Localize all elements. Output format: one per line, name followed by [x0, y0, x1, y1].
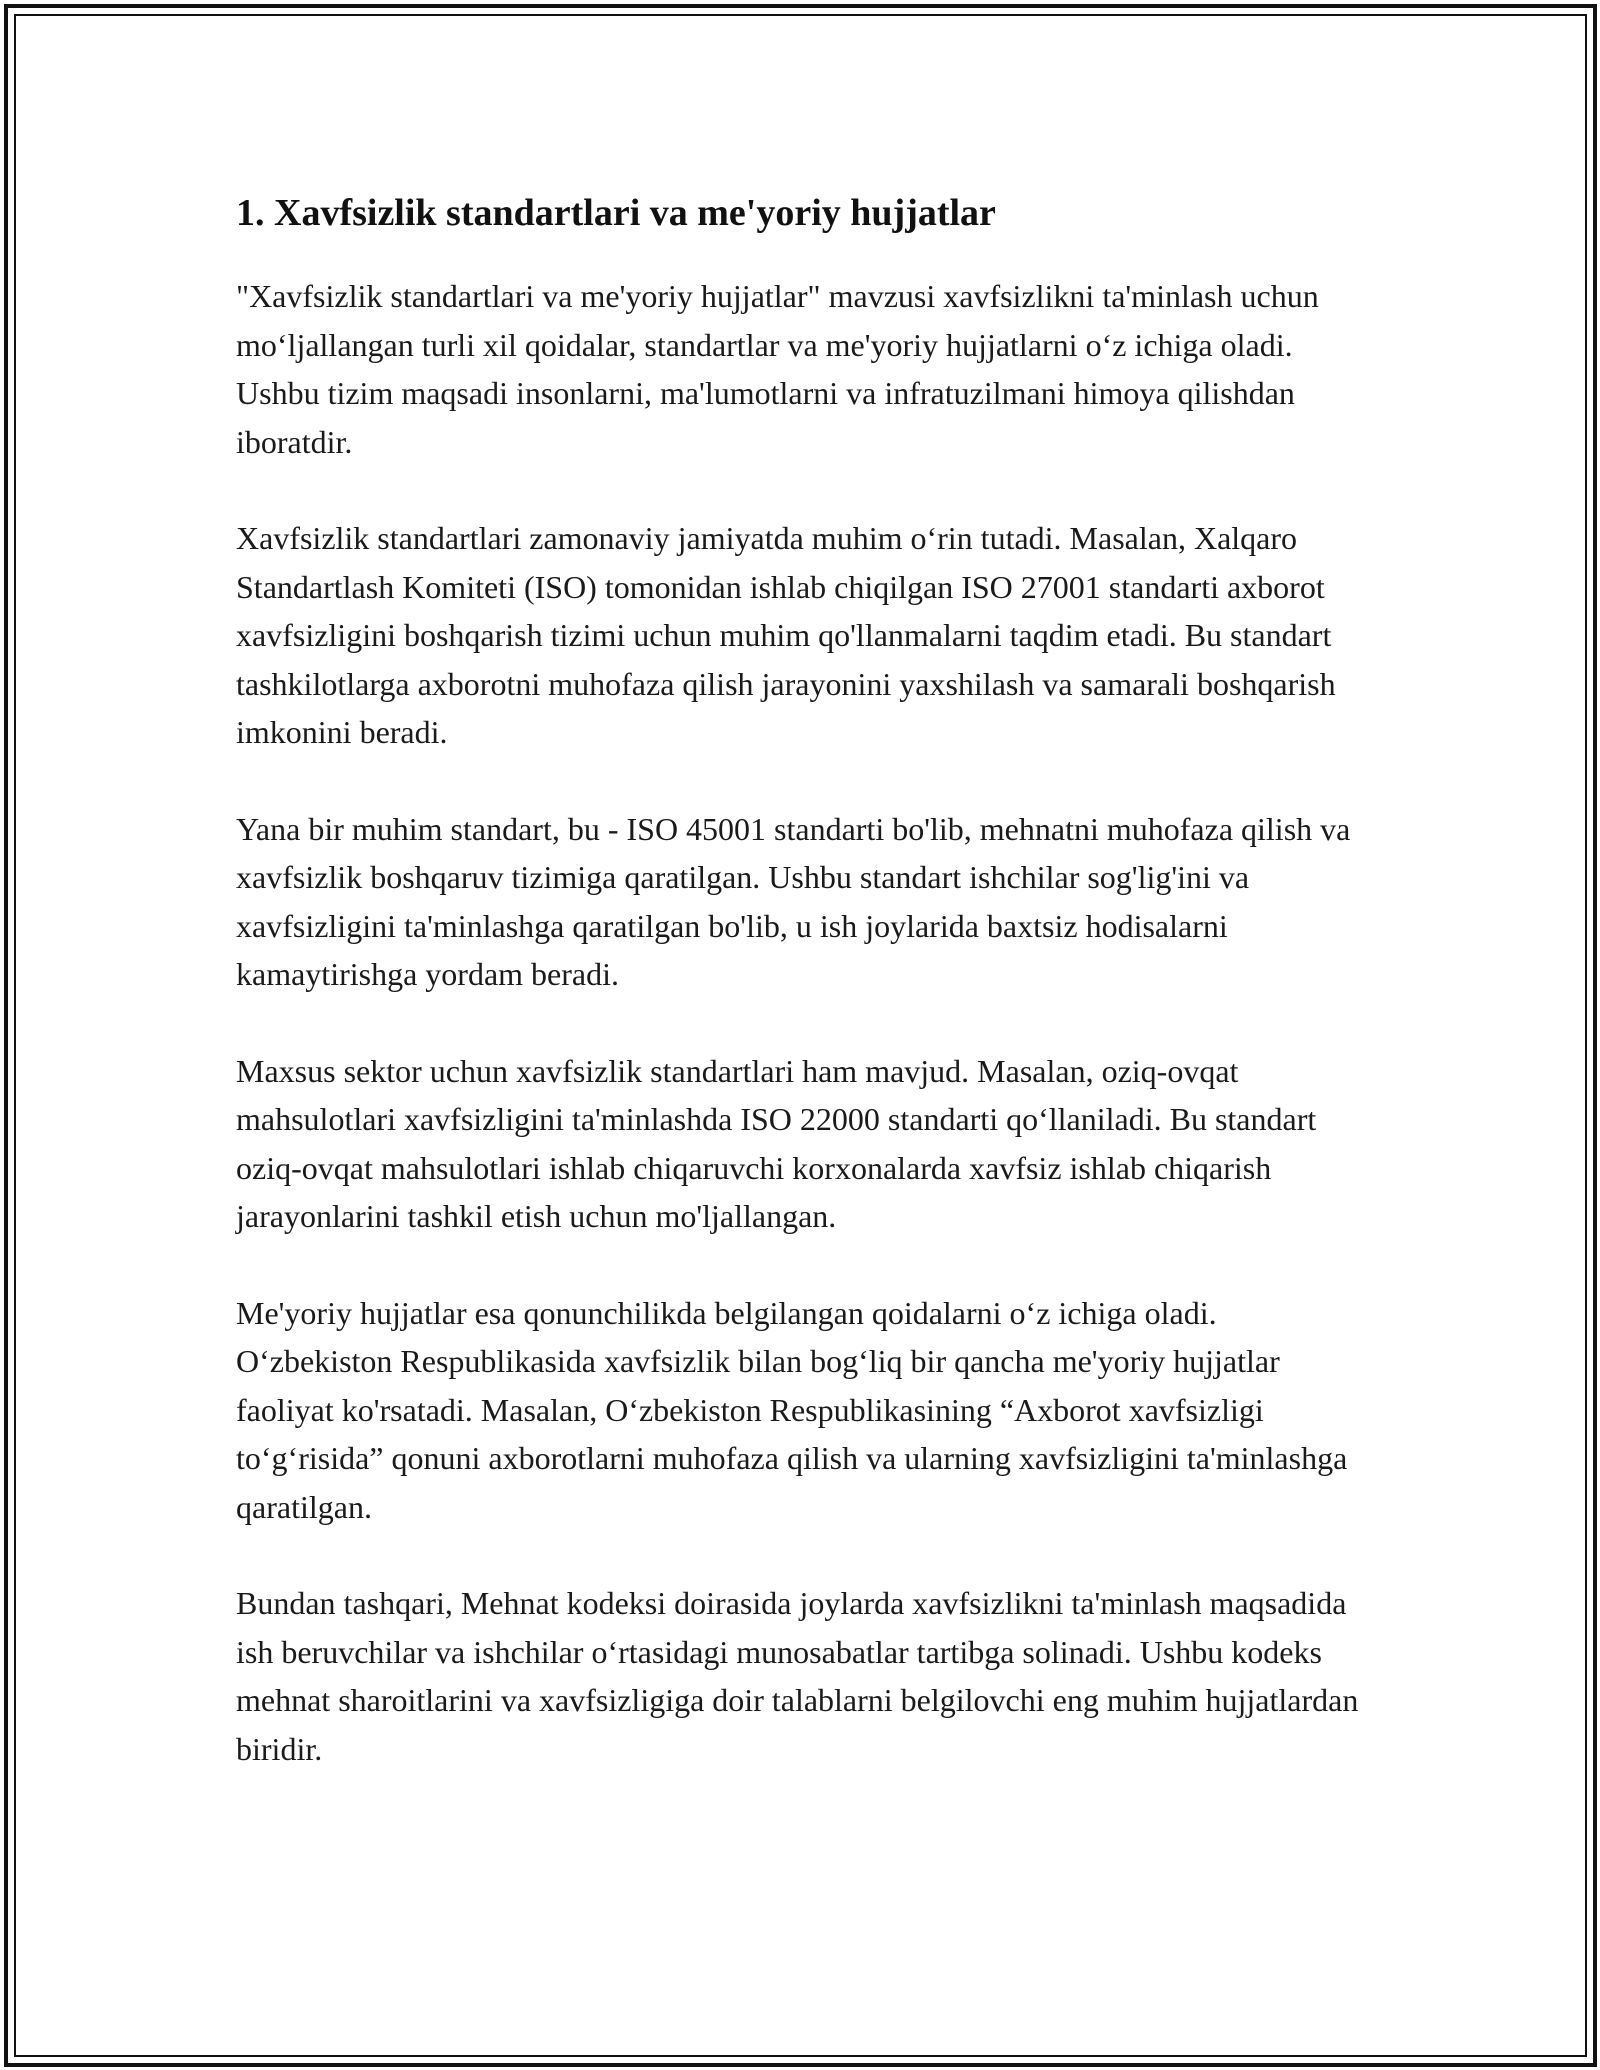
document-body [236, 188, 1366, 1821]
paragraph-iso-22000: Maxsus sektor uchun xavfsizlik standartlari ham mavjud. Masalan, oziq-ovqat mahsulotlari xavfsizligini ta'minlashda ISO 22000 standarti qoʻllaniladi. Bu standart oziq-ovqat mahsulotlari ishlab chiqaruvchi korxonalarda xavfsiz ishlab chiqarish jarayonlarini tashkil etish uchun mo'ljallangan. [236, 1052, 1317, 1234]
paragraph-intro: "Xavfsizlik standartlari va me'yoriy hujjatlar" mavzusi xavfsizlikni ta'minlash uchun moʻljallangan turli xil qoidalar, standartlar va me'yoriy hujjatlarni oʻz ichiga oladi. Ushbu tizim maqsadi insonlarni, ma'lumotlarni va infratuzilmani himoya qilishdan iboratdir. [236, 278, 1319, 460]
paragraph-labor-code: Bundan tashqari, Mehnat kodeksi doirasida joylarda xavfsizlikni ta'minlash maqsadida ish beruvchilar va ishchilar oʻrtasidagi munosabatlar tartibga solinadi. Ushbu kodeks mehnat sharoitlarini va xavfsizligiga doir talablarni belgilovchi eng muhim hujjatlardan biridir. [236, 1585, 1359, 1767]
paragraph-iso-27001: Xavfsizlik standartlari zamonaviy jamiyatda muhim oʻrin tutadi. Masalan, Xalqaro Standartlash Komiteti (ISO) tomonidan ishlab chiqilgan ISO 27001 standarti axborot xavfsizligini boshqarish tizimi uchun muhim qo'llanmalarni taqdim etadi. Bu standart tashkilotlarga axborotni muhofaza qilish jarayonini yaxshilash va samarali boshqarish imkonini beradi. [236, 520, 1336, 750]
paragraph-normative-documents: Me'yoriy hujjatlar esa qonunchilikda belgilangan qoidalarni oʻz ichiga oladi. Oʻzbekiston Respublikasida xavfsizlik bilan bogʻliq bir qancha me'yoriy hujjatlar faoliyat ko'rsatadi. Masalan, Oʻzbekiston Respublikasining “Axborot xavfsizligi toʻgʻrisida” qonuni axborotlarni muhofaza qilish va ularning xavfsizligini ta'minlashga qaratilgan. [236, 1294, 1348, 1525]
section-title: 1. Xavfsizlik standartlari va me'yoriy hujjatlar [236, 192, 996, 234]
paragraph-iso-45001: Yana bir muhim standart, bu - ISO 45001 standarti bo'lib, mehnatni muhofaza qilish va xavfsizlik boshqaruv tizimiga qaratilgan. Ushbu standart ishchilar sog'lig'ini va xavfsizligini ta'minlashga qaratilgan bo'lib, u ish joylarida baxtsiz hodisalarni kamaytirishga yordam beradi. [236, 810, 1351, 992]
